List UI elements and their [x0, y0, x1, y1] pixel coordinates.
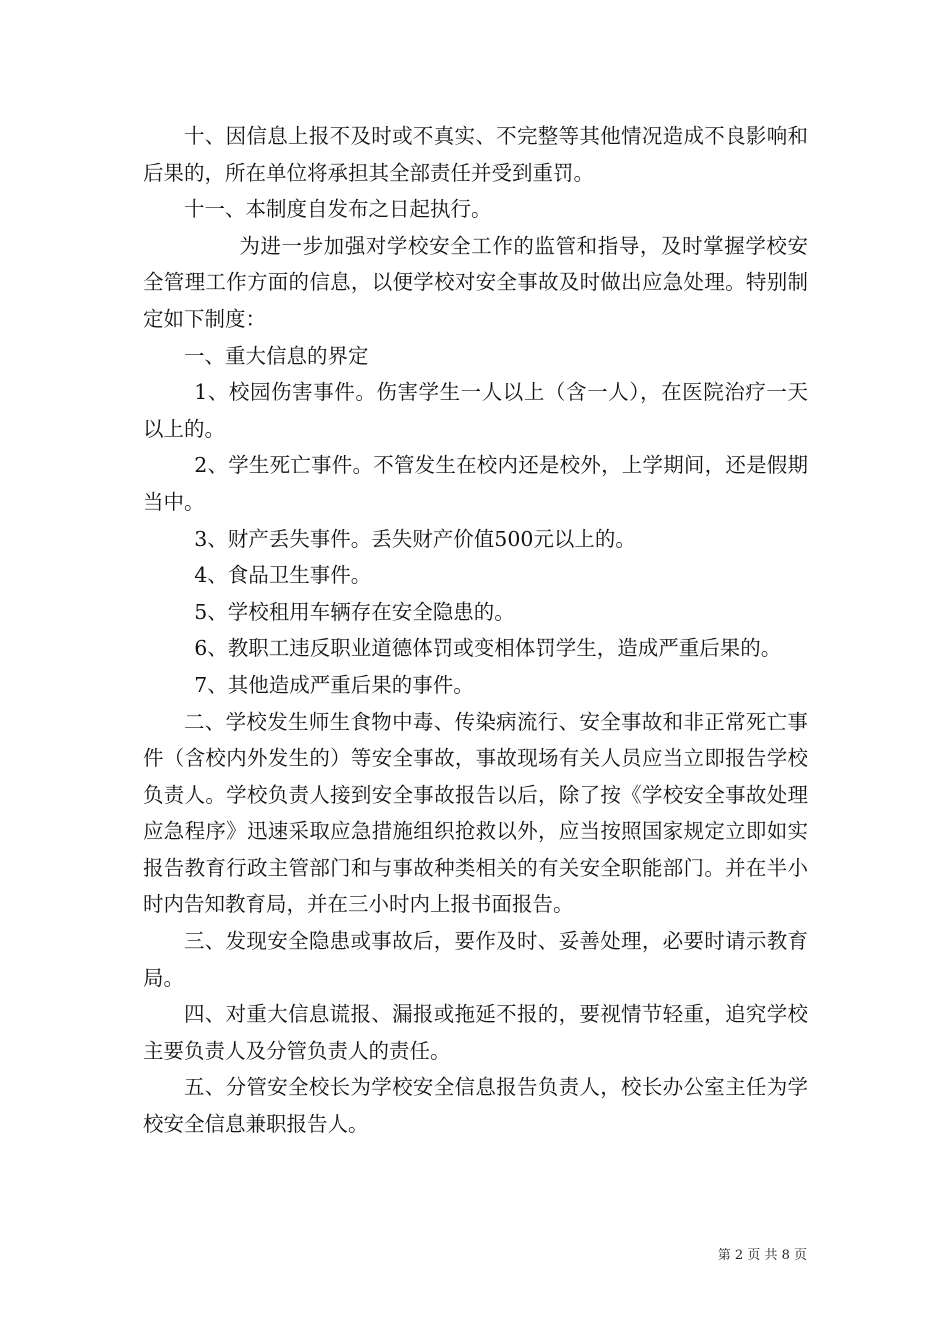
list-item-7: 7、其他造成严重后果的事件。	[194, 672, 474, 697]
section-5: 五、分管安全校长为学校安全信息报告负责人，校长办公室主任为学校安全信息兼职报告人。	[143, 1075, 808, 1137]
paragraph-11: 十一、本制度自发布之日起执行。	[184, 197, 492, 222]
section-4: 四、对重大信息谎报、漏报或拖延不报的，要视情节轻重，追究学校主要负责人及分管负责人的责任。	[143, 1002, 808, 1063]
paragraph-intro: 为进一步加强对学校安全工作的监管和指导，及时掌握学校安全管理工作方面的信息，以便学校对安全事故及时做出应急处理。特别制定如下制度：	[143, 233, 808, 331]
document-body	[143, 118, 808, 1143]
list-item-4: 4、食品卫生事件。	[194, 563, 372, 588]
list-item-5: 5、学校租用车辆存在安全隐患的。	[194, 599, 515, 624]
page-number-footer: 第 2 页 共 8 页	[717, 1248, 807, 1263]
list-item-2: 2、学生死亡事件。不管发生在校内还是校外，上学期间，还是假期当中。	[143, 453, 808, 514]
section-3: 三、发现安全隐患或事故后，要作及时、妥善处理，必要时请示教育局。	[143, 929, 808, 990]
paragraph-10: 十、因信息上报不及时或不真实、不完整等其他情况造成不良影响和后果的，所在单位将承担其全部责任并受到重罚。	[143, 124, 808, 185]
list-item-1: 1、校园伤害事件。伤害学生一人以上（含一人），在医院治疗一天以上的。	[143, 380, 808, 441]
section-heading-1: 一、重大信息的界定	[184, 343, 369, 368]
list-item-3: 3、财产丢失事件。丢失财产价值500元以上的。	[194, 526, 636, 551]
list-item-6: 6、教职工违反职业道德体罚或变相体罚学生，造成严重后果的。	[194, 636, 782, 661]
section-2: 二、学校发生师生食物中毒、传染病流行、安全事故和非正常死亡事件（含校内外发生的）等安全事故，事故现场有关人员应当立即报告学校负责人。学校负责人接到安全事故报告以后，除了按《学校安全事故处理应急程序》迅速采取应急措施组织抢救以外，应当按照国家规定立即如实报告教育行政主管部门和与事故种类相关的有关安全职能部门。并在半小时内告知教育局，并在三小时内上报书面报告。	[143, 709, 808, 917]
